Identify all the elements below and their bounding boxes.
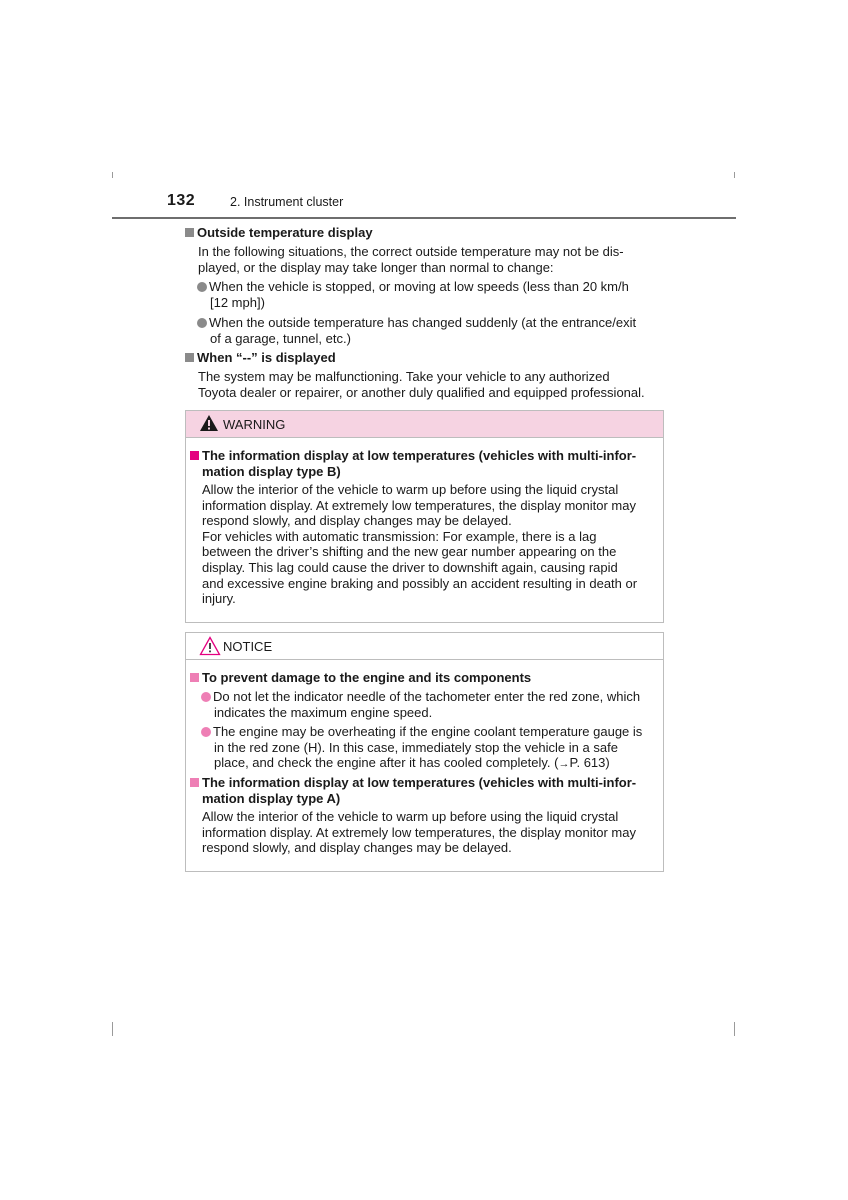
warning-heading: The information display at low temperatures (vehicles with multi-infor- mation display type B) bbox=[190, 448, 658, 479]
page-number: 132 bbox=[167, 192, 196, 209]
pink-round-bullet-icon bbox=[201, 727, 211, 737]
section-heading-dashes: When “--” is displayed bbox=[185, 350, 336, 366]
warning-para-1: Allow the interior of the vehicle to warm up before using the liquid crystal information display. At extremely low temperatures, the display monitor may respond slowly, and display changes may be delayed. For vehicles with automatic transmission: For example, there is a lag between the driver’s shifting and the new gear number appearing on the display. This lag could cause the driver to downshift again, causing rapid and excessive engine braking and possibly an accident resulting in death or injury. bbox=[202, 482, 638, 607]
warning-header bbox=[186, 411, 663, 438]
pink-square-bullet-icon bbox=[190, 451, 199, 460]
crop-mark bbox=[734, 172, 735, 178]
round-bullet-icon bbox=[197, 318, 207, 328]
crop-mark bbox=[734, 1022, 735, 1036]
notice-header bbox=[186, 633, 663, 660]
notice-heading-display: The information display at low temperatures (vehicles with multi-infor- mation display type A) bbox=[190, 775, 658, 806]
page-reference: P. 613) bbox=[569, 755, 610, 771]
list-item: When the outside temperature has changed suddenly (at the entrance/exit of a garage, tunnel, etc.) bbox=[197, 315, 662, 346]
caution-triangle-icon bbox=[199, 636, 221, 656]
pink-round-bullet-icon bbox=[201, 692, 211, 702]
chapter-title: 2. Instrument cluster bbox=[230, 195, 344, 209]
square-bullet-icon bbox=[185, 353, 194, 362]
page-header bbox=[112, 191, 736, 219]
notice-label: NOTICE bbox=[223, 639, 273, 654]
warning-label: WARNING bbox=[223, 417, 286, 432]
section-heading-outside-temp: Outside temperature display bbox=[185, 225, 373, 241]
pink-square-bullet-icon bbox=[190, 778, 199, 787]
list-item: The engine may be overheating if the engine coolant temperature gauge is in the red zone (H). In this case, immediately stop the vehicle in a safe place, and check the engine after it has cooled completely. (→P. 613) bbox=[201, 724, 658, 773]
outside-temp-intro: In the following situations, the correct outside temperature may not be dis- played, or the display may take longer than normal to change: bbox=[198, 244, 624, 275]
pink-square-bullet-icon bbox=[190, 673, 199, 682]
list-item: When the vehicle is stopped, or moving at low speeds (less than 20 km/h [12 mph]) bbox=[197, 279, 662, 310]
crop-mark bbox=[112, 1022, 113, 1036]
arrow-right-icon: → bbox=[558, 758, 570, 771]
warning-triangle-icon bbox=[199, 414, 219, 432]
notice-para: Allow the interior of the vehicle to warm up before using the liquid crystal information display. At extremely low temperatures, the display monitor may respond slowly, and display changes may be delayed. bbox=[202, 809, 636, 856]
warning-box bbox=[185, 410, 664, 623]
list-item: Do not let the indicator needle of the tachometer enter the red zone, which indicates the maximum engine speed. bbox=[201, 689, 658, 720]
notice-heading-engine: To prevent damage to the engine and its components bbox=[190, 670, 658, 686]
crop-mark bbox=[112, 172, 113, 178]
round-bullet-icon bbox=[197, 282, 207, 292]
notice-box bbox=[185, 632, 664, 872]
square-bullet-icon bbox=[185, 228, 194, 237]
dashes-text: The system may be malfunctioning. Take your vehicle to any authorized Toyota dealer or repairer, or another duly qualified and equipped professional. bbox=[198, 369, 645, 400]
